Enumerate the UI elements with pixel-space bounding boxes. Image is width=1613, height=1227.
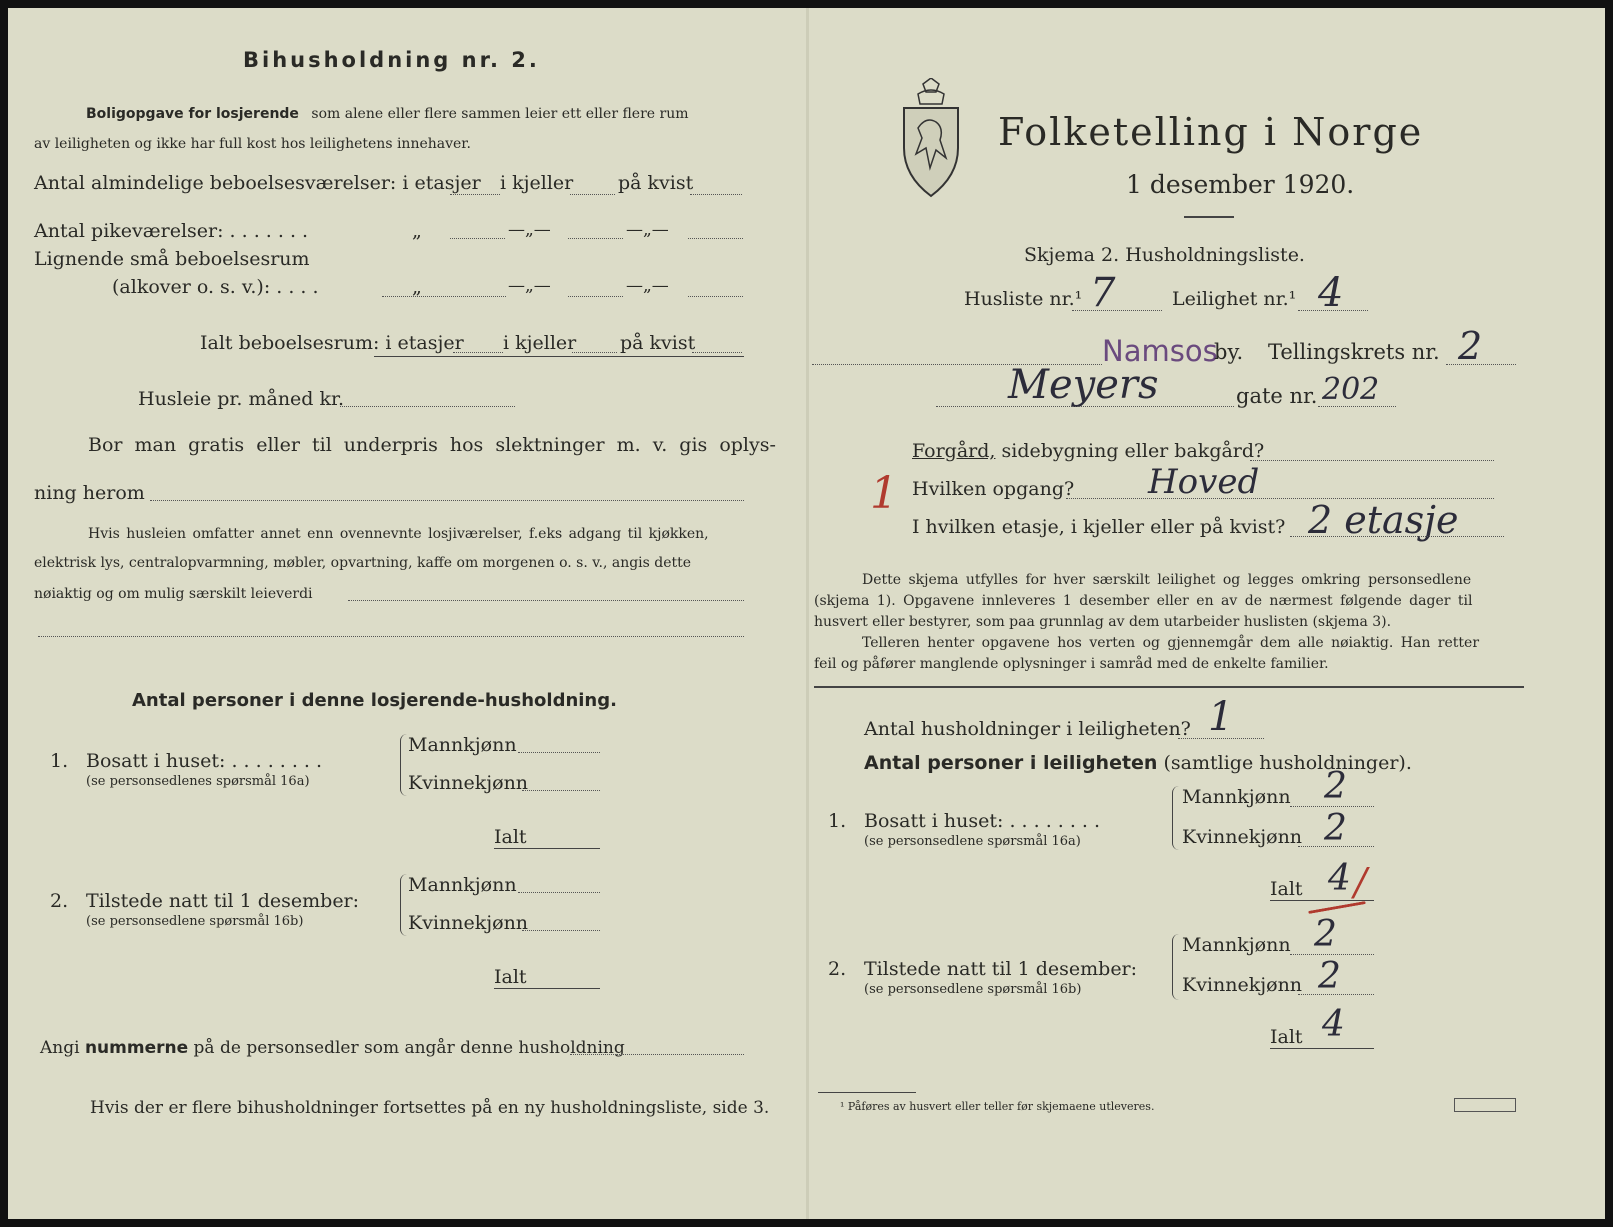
left-q1-brace bbox=[400, 734, 407, 796]
leilighet-value: 4 bbox=[1318, 270, 1344, 316]
intro-line-1 bbox=[86, 106, 689, 122]
left-q1-mann-label: Mannkjønn bbox=[408, 734, 517, 756]
right-q1-ialt-value: 4 bbox=[1328, 858, 1351, 899]
angi-bold: nummerne bbox=[84, 1038, 189, 1058]
gate-value: Meyers bbox=[1008, 362, 1159, 408]
printer-mark bbox=[1454, 1098, 1516, 1112]
left-q2-sub: (se personsedlene spørsmål 16b) bbox=[86, 914, 304, 929]
antal-hush-label: Antal husholdninger i leiligheten? bbox=[864, 718, 1191, 740]
right-q1-kvinne-value: 2 bbox=[1324, 808, 1347, 849]
etasje-value: 2 etasje bbox=[1308, 498, 1459, 542]
alm-etasjer-field bbox=[450, 194, 500, 195]
gate-nr-value: 202 bbox=[1322, 372, 1380, 407]
footnote: ¹ Påføres av husvert eller teller før skjemaene utleveres. bbox=[840, 1100, 1155, 1113]
ialt-kvist-label: på kvist bbox=[620, 332, 696, 354]
etasje-field bbox=[1290, 536, 1504, 537]
intro-rest: som alene eller flere sammen leier ett eller flere rum bbox=[311, 106, 689, 122]
angi-rest: på de personsedler som angår denne husholdning bbox=[193, 1038, 625, 1058]
right-q2-ialt-value: 4 bbox=[1322, 1004, 1345, 1045]
gratis-field bbox=[150, 500, 744, 501]
angi-field bbox=[570, 1054, 744, 1055]
lignende-label-2: (alkover o. s. v.): . . . . bbox=[112, 276, 319, 298]
alm-kjeller-label: i kjeller bbox=[500, 172, 574, 194]
gratis-line-1: Bor man gratis eller til underpris hos slektninger m. v. gis oplys- bbox=[88, 434, 776, 456]
right-q1-mann-value: 2 bbox=[1324, 766, 1347, 807]
opgang-label: Hvilken opgang? bbox=[912, 478, 1075, 500]
right-q1-num: 1. bbox=[828, 810, 847, 832]
pike-field-3 bbox=[688, 238, 743, 239]
left-q1-num: 1. bbox=[50, 750, 69, 772]
page-fold bbox=[806, 8, 809, 1219]
right-q1-ialt-check: / bbox=[1354, 860, 1367, 904]
info-line-2: (skjema 1). Opgavene innleveres 1 desember eller en av de nærmest følgende dager til bbox=[814, 593, 1473, 609]
lignende-field-2 bbox=[568, 296, 623, 297]
right-q1-sub: (se personsedlene spørsmål 16a) bbox=[864, 834, 1081, 849]
lignende-field-3 bbox=[688, 296, 743, 297]
pike-ditto-2: —„— bbox=[508, 220, 551, 240]
right-q2-mann-label: Mannkjønn bbox=[1182, 934, 1291, 956]
right-q2-brace bbox=[1172, 934, 1179, 1000]
info-line-1: Dette skjema utfylles for hver særskilt leilighet og legges omkring personsedlene bbox=[862, 572, 1472, 588]
angi-pre: Angi bbox=[40, 1038, 80, 1058]
info-rule bbox=[814, 686, 1524, 688]
right-q1-kvinne-label: Kvinnekjønn bbox=[1182, 826, 1303, 848]
gratis-line-2: ning herom bbox=[34, 482, 145, 504]
left-title: Bihusholdning nr. 2. bbox=[243, 48, 540, 72]
left-q2-ialt-label: Ialt bbox=[494, 966, 527, 988]
pike-label: Antal pikeværelser: . . . . . . . bbox=[34, 220, 309, 242]
etasje-label: I hvilken etasje, i kjeller eller på kvist? bbox=[912, 516, 1286, 538]
right-q2-num: 2. bbox=[828, 958, 847, 980]
pike-ditto-3: —„— bbox=[626, 220, 669, 240]
right-q1-ialt-field bbox=[1270, 900, 1374, 901]
left-q2-brace bbox=[400, 874, 407, 936]
tellingskrets-label: Tellingskrets nr. bbox=[1268, 340, 1440, 364]
info-line-5: feil og påfører manglende oplysninger i samråd med de enkelte familier. bbox=[814, 656, 1329, 672]
right-q1-kvinne-field bbox=[1298, 846, 1374, 847]
left-q2-kvinne-field bbox=[522, 930, 600, 931]
right-title: Folketelling i Norge bbox=[998, 110, 1424, 154]
intro-line-2: av leiligheten og ikke har full kost hos leilighetens innehaver. bbox=[34, 136, 471, 152]
red-check-mark: 1 bbox=[870, 468, 898, 519]
sidebygning-label: sidebygning eller bakgård? bbox=[1001, 440, 1265, 462]
left-q1-kvinne-field bbox=[522, 790, 600, 791]
antal-hush-field bbox=[1178, 738, 1264, 739]
right-q2-mann-value: 2 bbox=[1314, 914, 1337, 955]
hvis-line-3: nøiaktig og om mulig særskilt leieverdi bbox=[34, 586, 313, 602]
right-date: 1 desember 1920. bbox=[1126, 170, 1355, 199]
pike-field-1 bbox=[450, 238, 505, 239]
opgang-value: Hoved bbox=[1148, 462, 1260, 502]
left-q1-ialt-field bbox=[494, 848, 600, 849]
left-q1-kvinne-label: Kvinnekjønn bbox=[408, 772, 529, 794]
right-q2-kvinne-value: 2 bbox=[1318, 956, 1341, 997]
left-q2-label: Tilstede natt til 1 desember: bbox=[86, 890, 360, 912]
right-q1-mann-field bbox=[1290, 806, 1374, 807]
left-q2-mann-field bbox=[518, 892, 600, 893]
tellingskrets-field bbox=[1446, 364, 1516, 365]
tellingskrets-value: 2 bbox=[1458, 324, 1483, 368]
by-label: by. bbox=[1214, 340, 1244, 364]
ialt-etasjer-field bbox=[453, 352, 503, 353]
left-q1-mann-field bbox=[518, 752, 600, 753]
lignende-field-1 bbox=[382, 296, 506, 297]
left-q1-ialt-label: Ialt bbox=[494, 826, 527, 848]
info-line-3: husvert eller bestyrer, som paa grunnlag av dem utarbeider huslisten (skjema 3). bbox=[814, 614, 1392, 630]
leilighet-field bbox=[1298, 310, 1368, 311]
ialt-kvist-field bbox=[692, 352, 742, 353]
antal-hush-value: 1 bbox=[1208, 694, 1234, 740]
gate-nr-field bbox=[1318, 406, 1396, 407]
right-q2-mann-field bbox=[1290, 954, 1374, 955]
forgard-line bbox=[912, 440, 1264, 462]
forgard-underlined: Forgård, bbox=[912, 440, 996, 462]
left-q2-mann-label: Mannkjønn bbox=[408, 874, 517, 896]
left-q2-kvinne-label: Kvinnekjønn bbox=[408, 912, 529, 934]
census-form bbox=[8, 8, 1605, 1219]
husleie-field bbox=[340, 406, 515, 407]
lignende-label-1: Lignende små beboelsesrum bbox=[34, 248, 310, 270]
gate-field bbox=[936, 406, 1234, 407]
skjema-label: Skjema 2. Husholdningsliste. bbox=[1024, 244, 1305, 266]
antal-pers-bold: Antal personer i leiligheten bbox=[864, 752, 1158, 774]
alm-kjeller-field bbox=[570, 194, 615, 195]
leieverdi-field-2 bbox=[38, 636, 744, 637]
antal-personer-heading: Antal personer i denne losjerende-husholdning. bbox=[132, 690, 617, 711]
left-q1-sub: (se personsedlenes spørsmål 16a) bbox=[86, 774, 310, 789]
right-q2-ialt-label: Ialt bbox=[1270, 1026, 1303, 1048]
hvis-line-1: Hvis husleien omfatter annet enn ovennevnte losjiværelser, f.eks adgang til kjøkken, bbox=[88, 526, 709, 542]
leilighet-label: Leilighet nr.¹ bbox=[1172, 288, 1297, 310]
ialt-kjeller-field bbox=[572, 352, 617, 353]
pike-ditto-1: „ bbox=[412, 220, 422, 242]
ialt-kjeller-label: i kjeller bbox=[503, 332, 577, 354]
right-q1-brace bbox=[1172, 786, 1179, 850]
alm-kvist-label: på kvist bbox=[618, 172, 694, 194]
husliste-field bbox=[1072, 310, 1162, 311]
left-q2-num: 2. bbox=[50, 890, 69, 912]
husleie-label: Husleie pr. måned kr. bbox=[138, 388, 345, 410]
right-q2-sub: (se personsedlene spørsmål 16b) bbox=[864, 982, 1082, 997]
ialt-underline bbox=[374, 356, 744, 357]
title-rule bbox=[1184, 216, 1234, 218]
red-underline-mark bbox=[1308, 901, 1366, 914]
right-q2-ialt-field bbox=[1270, 1048, 1374, 1049]
pike-field-2 bbox=[568, 238, 623, 239]
antal-alm-label: Antal almindelige beboelsesværelser: i etasjer bbox=[34, 172, 481, 194]
footnote-rule bbox=[818, 1092, 916, 1093]
intro-bold: Boligopgave for losjerende bbox=[86, 106, 299, 122]
angi-line bbox=[40, 1038, 625, 1058]
husliste-value: 7 bbox=[1090, 270, 1116, 316]
info-line-4: Telleren henter opgavene hos verten og gjennemgår dem alle nøiaktig. Han retter bbox=[862, 635, 1480, 651]
right-q2-kvinne-label: Kvinnekjønn bbox=[1182, 974, 1303, 996]
right-q1-mann-label: Mannkjønn bbox=[1182, 786, 1291, 808]
coat-of-arms-icon bbox=[896, 78, 966, 198]
ialt-beboelse-label: Ialt beboelsesrum: i etasjer bbox=[200, 332, 464, 354]
left-footer: Hvis der er flere bihusholdninger fortsettes på en ny husholdningsliste, side 3. bbox=[90, 1098, 770, 1118]
lignende-ditto-3: —„— bbox=[626, 276, 669, 296]
hvis-line-2: elektrisk lys, centralopvarmning, møbler, opvartning, kaffe om morgenen o. s. v., angis dette bbox=[34, 555, 692, 571]
alm-kvist-field bbox=[690, 194, 742, 195]
gate-label: gate nr. bbox=[1236, 384, 1318, 408]
leieverdi-field bbox=[348, 600, 744, 601]
right-q2-label: Tilstede natt til 1 desember: bbox=[864, 958, 1138, 980]
left-q1-label: Bosatt i huset: . . . . . . . . bbox=[86, 750, 323, 772]
right-q2-kvinne-field bbox=[1298, 994, 1374, 995]
husliste-label: Husliste nr.¹ bbox=[964, 288, 1083, 310]
lignende-ditto-2: —„— bbox=[508, 276, 551, 296]
forgard-field bbox=[1250, 460, 1494, 461]
lignende-ditto-1: „ bbox=[412, 276, 422, 298]
antal-pers-rest: (samtlige husholdninger). bbox=[1163, 752, 1412, 774]
by-stamp: Namsos bbox=[1102, 334, 1218, 368]
right-q1-label: Bosatt i huset: . . . . . . . . bbox=[864, 810, 1101, 832]
left-q2-ialt-field bbox=[494, 988, 600, 989]
right-q1-ialt-label: Ialt bbox=[1270, 878, 1303, 900]
